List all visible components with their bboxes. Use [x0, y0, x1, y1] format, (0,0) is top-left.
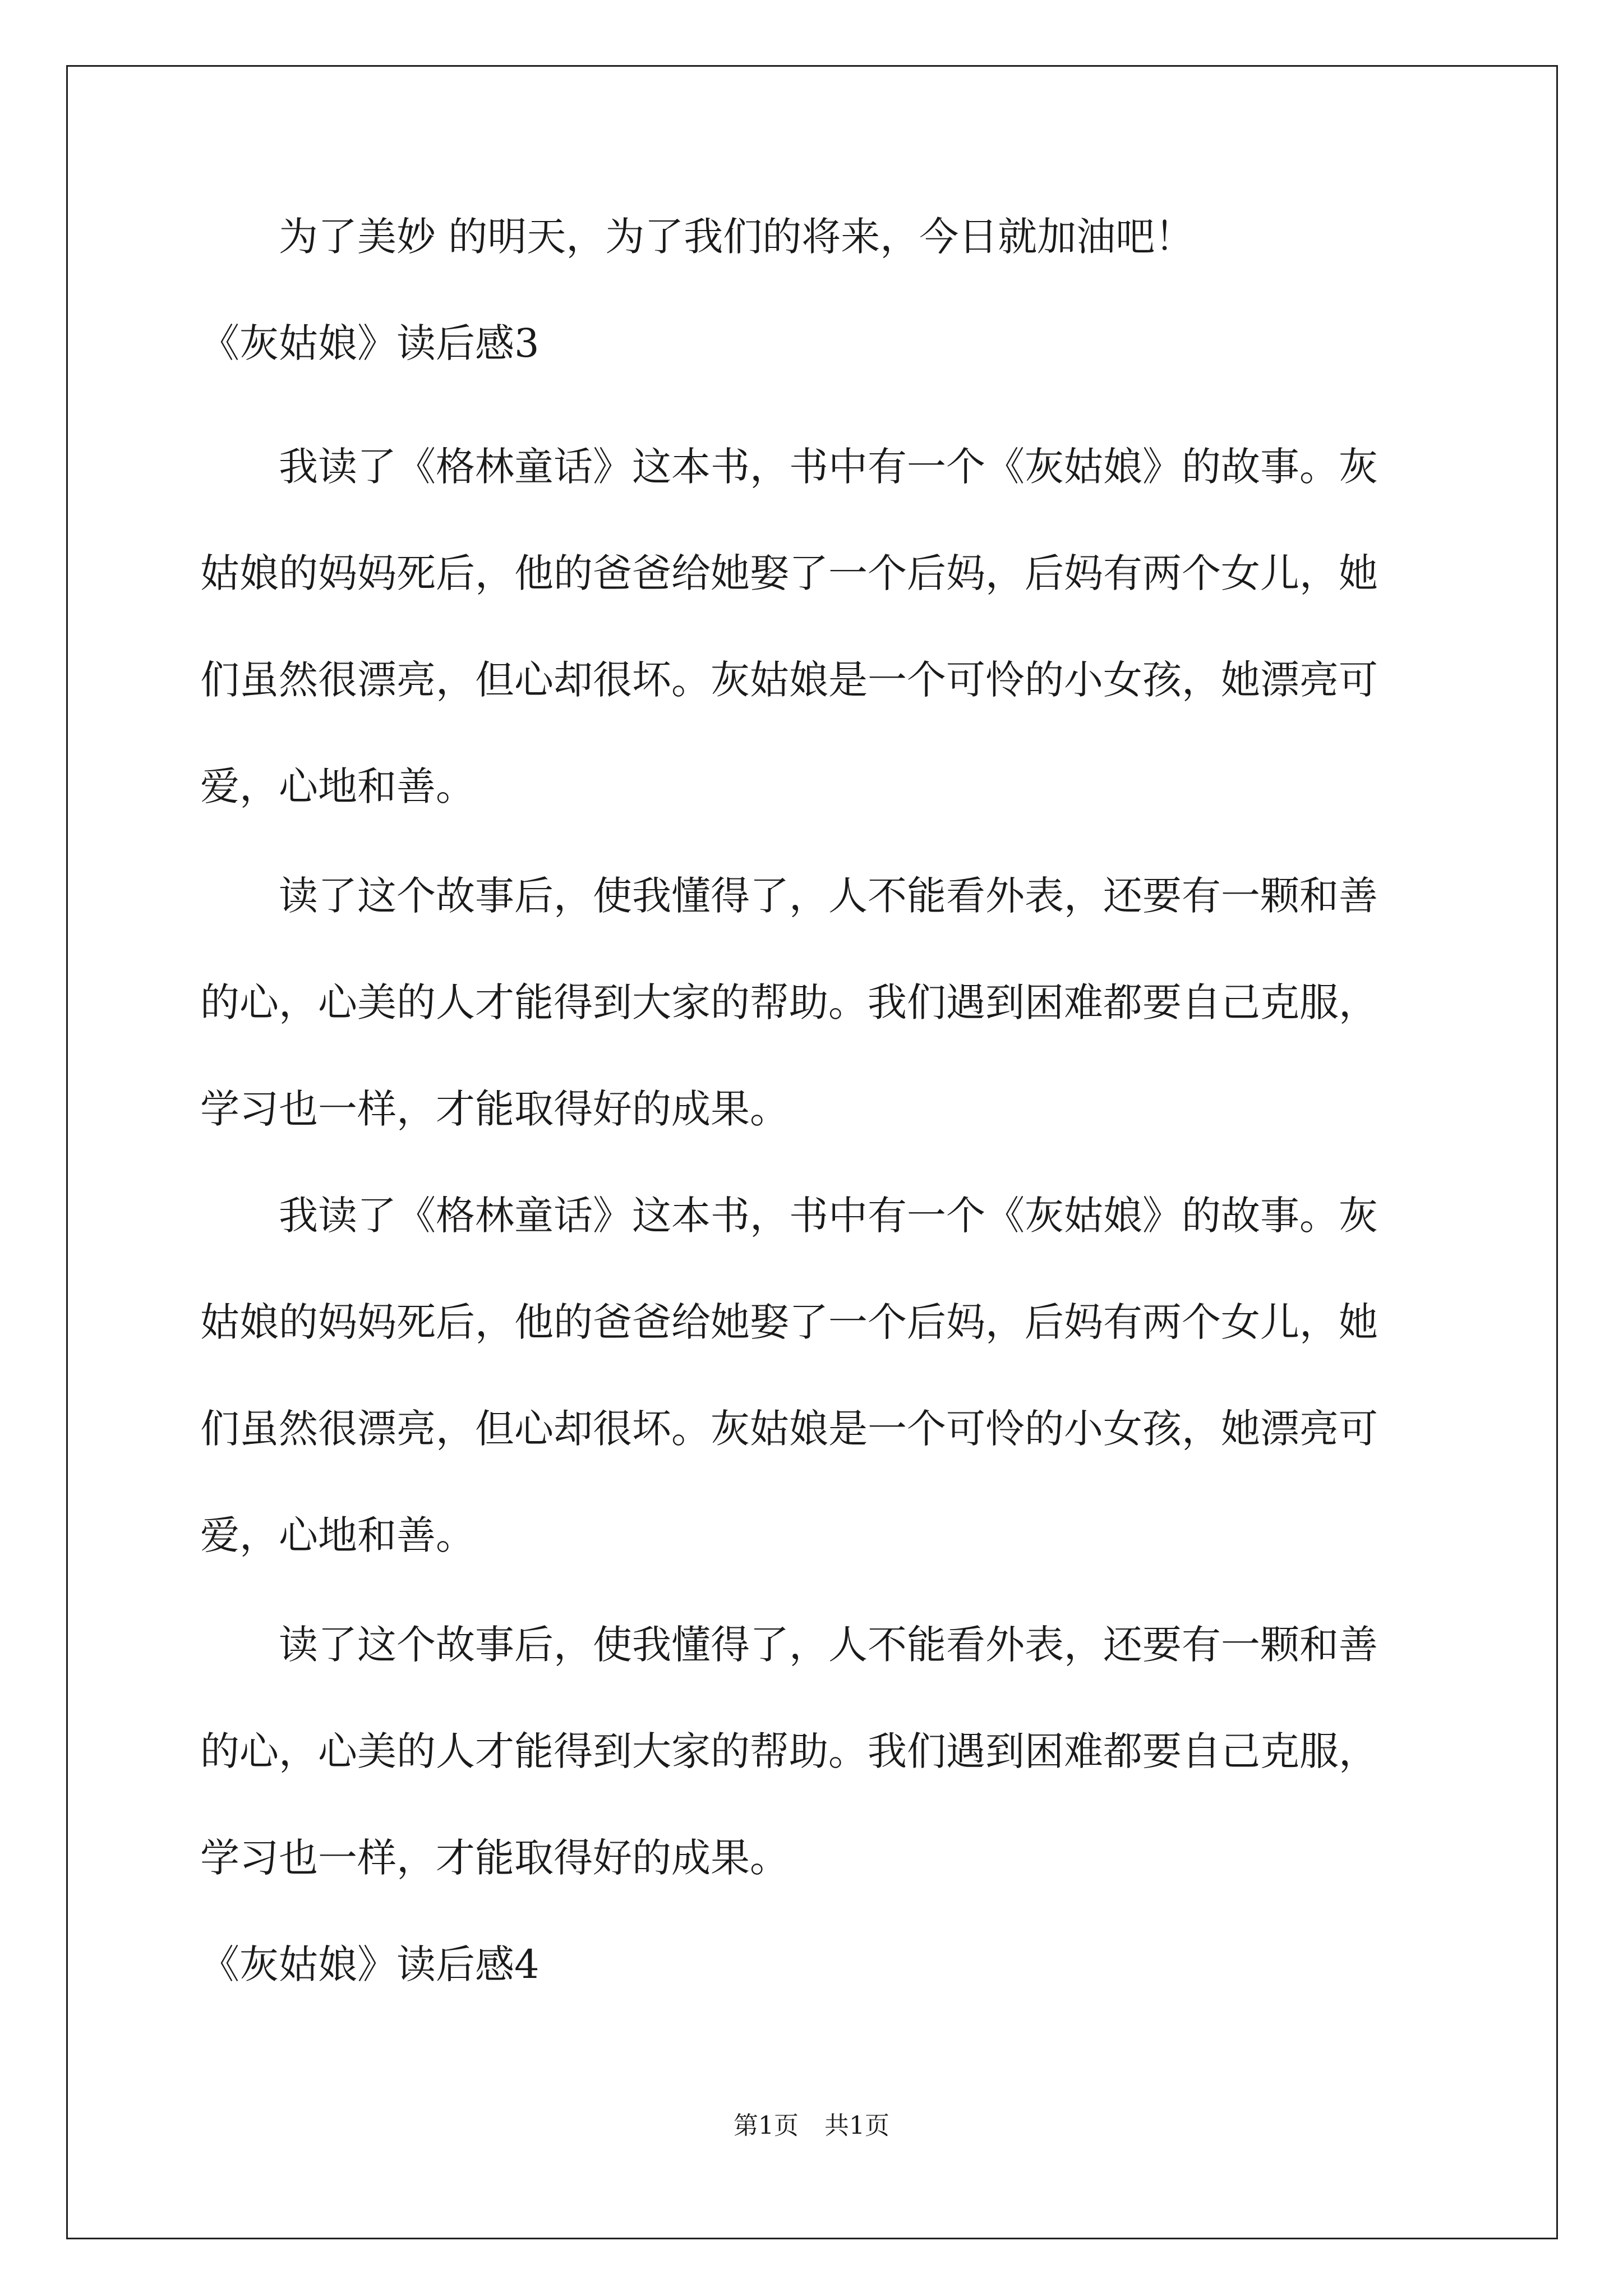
section-heading: 《灰姑娘》读后感3 — [200, 320, 540, 366]
paragraph-line: 们虽然很漂亮，但心却很坏。灰姑娘是一个可怜的小女孩，她漂亮可 — [200, 1406, 1378, 1452]
page-number: 第1页 — [734, 2111, 799, 2140]
paragraph-line: 我读了《格林童话》这本书，书中有一个《灰姑娘》的故事。灰 — [200, 1193, 1378, 1239]
paragraph-line: 姑娘的妈妈死后，他的爸爸给她娶了一个后妈，后妈有两个女儿，她 — [200, 550, 1378, 596]
page-footer — [0, 2109, 1623, 2143]
paragraph-line: 为了美妙 的明天，为了我们的将来，今日就加油吧！ — [200, 214, 1195, 260]
paragraph-line: 们虽然很漂亮，但心却很坏。灰姑娘是一个可怜的小女孩，她漂亮可 — [200, 657, 1378, 703]
page-border — [66, 65, 1558, 2239]
paragraph-line: 爱，心地和善。 — [200, 1512, 475, 1558]
paragraph-line: 读了这个故事后，使我懂得了，人不能看外表，还要有一颗和善 — [200, 1622, 1378, 1668]
paragraph-line: 学习也一样，才能取得好的成果。 — [200, 1835, 789, 1881]
section-heading: 《灰姑娘》读后感4 — [200, 1941, 540, 1987]
paragraph-line: 读了这个故事后，使我懂得了，人不能看外表，还要有一颗和善 — [200, 873, 1378, 919]
paragraph-line: 学习也一样，才能取得好的成果。 — [200, 1086, 789, 1132]
page-total: 共1页 — [824, 2111, 889, 2140]
paragraph-line: 爱，心地和善。 — [200, 763, 475, 809]
paragraph-line: 姑娘的妈妈死后，他的爸爸给她娶了一个后妈，后妈有两个女儿，她 — [200, 1299, 1378, 1345]
paragraph-line: 的心，心美的人才能得到大家的帮助。我们遇到困难都要自己克服， — [200, 979, 1378, 1025]
paragraph-line: 我读了《格林童话》这本书，书中有一个《灰姑娘》的故事。灰 — [200, 444, 1378, 490]
paragraph-line: 的心，心美的人才能得到大家的帮助。我们遇到困难都要自己克服， — [200, 1728, 1378, 1774]
